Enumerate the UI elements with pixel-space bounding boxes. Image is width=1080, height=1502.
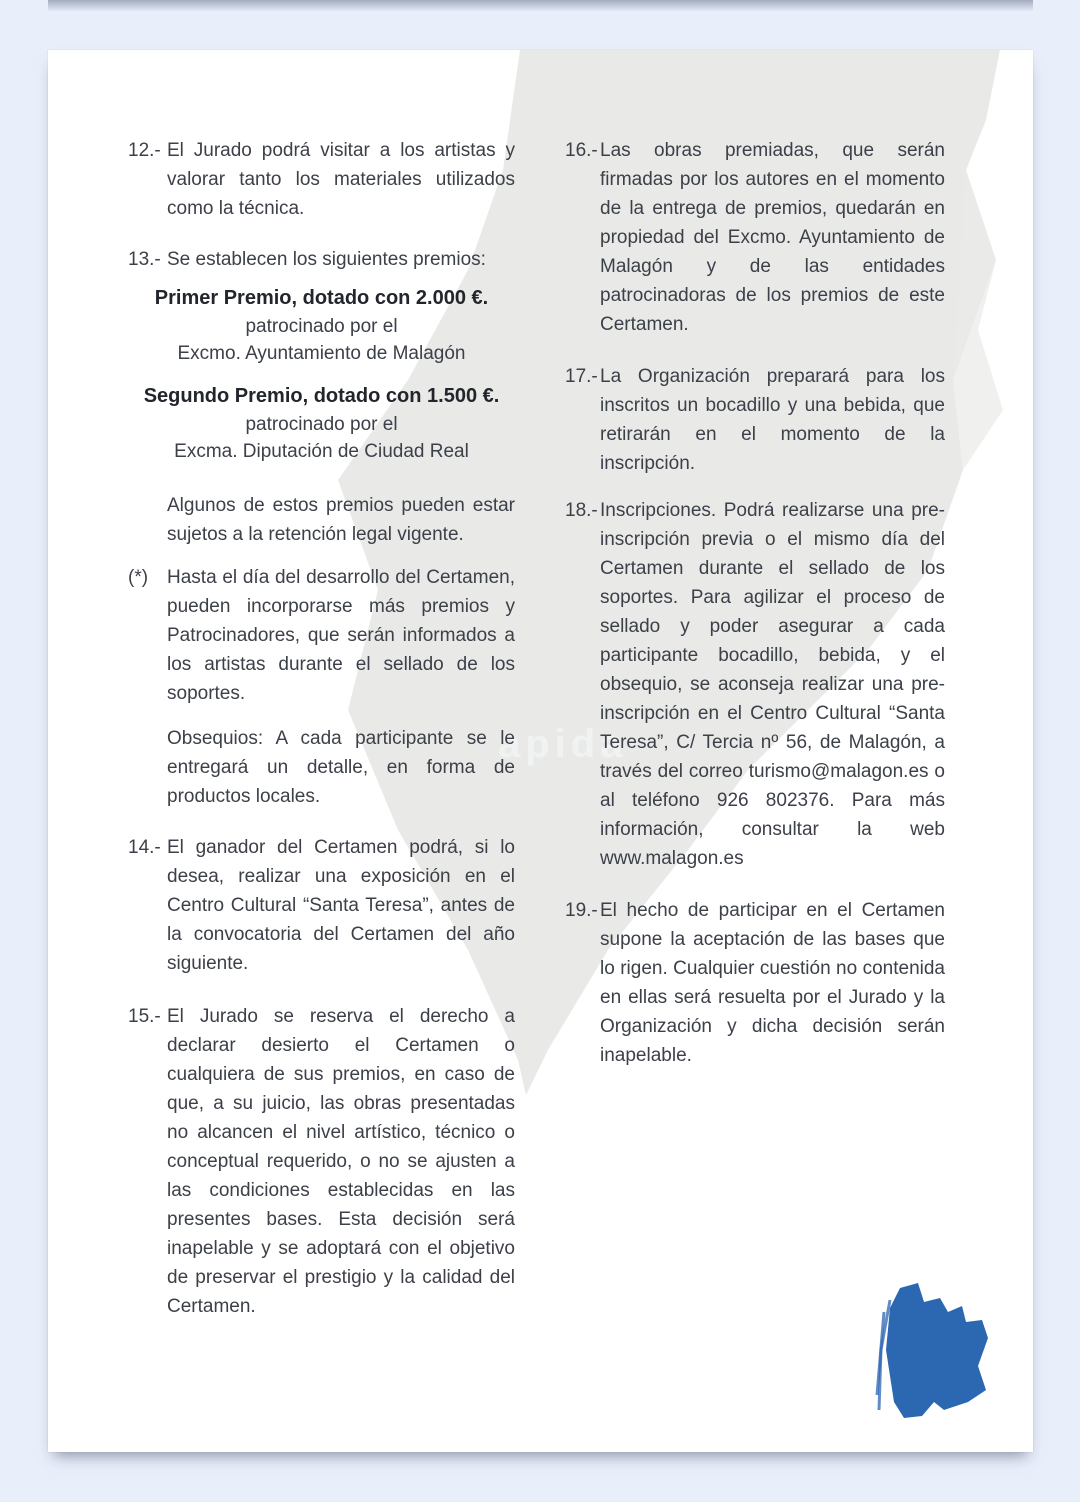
item-text: La Organización preparará para los inscritos un bocadillo y una bebida, que retirarán en el momento de la inscripción. — [600, 366, 945, 474]
item-text: Obsequios: A cada participante se le entregará un detalle, en forma de productos locales. — [167, 728, 515, 807]
prize-title: Segundo Premio, dotado con 1.500 €. — [143, 385, 500, 407]
item-text: El hecho de participar en el Certamen supone la aceptación de las bases que lo rigen. Cualquier cuestión no contenida en ellas será resuelta por el Jurado y la Organización y dicha decisión serán inapelable. — [600, 900, 945, 1066]
item-text: El Jurado podrá visitar a los artistas y valorar tanto los materiales utilizados como la técnica. — [167, 140, 515, 219]
item-number: 19.- — [565, 900, 598, 921]
prize-sponsor-line: patrocinado por el — [245, 316, 398, 337]
left-column — [128, 136, 515, 1321]
prize-title: Primer Premio, dotado con 2.000 €. — [154, 287, 489, 309]
list-item-19 — [565, 896, 945, 1070]
list-item-15 — [128, 1002, 515, 1321]
list-item-18 — [565, 496, 945, 873]
list-item-17 — [565, 362, 945, 478]
list-item-13 — [128, 245, 515, 274]
previous-page-bottom-edge — [48, 0, 1033, 11]
prize-block-first — [128, 284, 515, 367]
note-obsequios — [128, 724, 515, 811]
prize-entity-line: Excma. Diputación de Ciudad Real — [174, 441, 469, 462]
item-text: El Jurado se reserva el derecho a declarar desierto el Certamen o cualquiera de sus premios, en caso de que, a su juicio, las obras presentadas no alcancen el nivel artístico, técnico o conceptual requerido, o no se ajusten a las condiciones establecidas en las presentes bases. Esta decisión será inapelable y se adoptará con el objetivo de preservar el prestigio y la calidad del Certamen. — [167, 1006, 515, 1317]
item-text: Se establecen los siguientes premios: — [167, 249, 486, 270]
prize-sponsor-line: patrocinado por el — [245, 414, 398, 435]
item-text: Las obras premiadas, que serán firmadas por los autores en el momento de la entrega de premios, quedarán en propiedad del Excmo. Ayuntamiento de Malagón y de las entidades patrocinadoras de los premios de este Certamen. — [600, 140, 945, 335]
list-item-16 — [565, 136, 945, 339]
item-number: (*) — [128, 567, 149, 588]
item-text: El ganador del Certamen podrá, si lo desea, realizar una exposición en el Centro Cultural “Santa Teresa”, antes de la convocatoria del Certamen del año siguiente. — [167, 837, 515, 974]
watermark-text-fragment: apida — [498, 722, 628, 766]
right-column — [565, 136, 945, 1070]
blue-splash-streak — [879, 1350, 881, 1410]
note-retencion — [128, 491, 515, 549]
item-number: 13.- — [128, 249, 161, 270]
document-page — [48, 50, 1033, 1452]
item-text: Inscripciones. Podrá realizarse una pre-inscripción previa o el mismo día del Certamen durante el sellado de los soportes. Para agilizar el proceso de sellado y poder asegurar a cada participante bocadillo, bebida, y el obsequio, se aconseja realizar una pre-inscripción en el Centro Cultural “Santa Teresa”, C/ Tercia nº 56, de Malagón, a través del correo turismo@malagon.es o al teléfono 926 802376. Para más información, consultar la web www.malagon.es — [600, 500, 945, 869]
prize-block-second — [128, 382, 515, 465]
item-number: 14.- — [128, 837, 161, 858]
item-number: 18.- — [565, 500, 598, 521]
list-item-asterisk — [128, 563, 515, 708]
prize-entity-line: Excmo. Ayuntamiento de Malagón — [177, 343, 466, 364]
blue-paint-splash — [886, 1283, 988, 1418]
list-item-12 — [128, 136, 515, 223]
item-number: 15.- — [128, 1006, 161, 1027]
item-number: 17.- — [565, 366, 598, 387]
item-text: Algunos de estos premios pueden estar sujetos a la retención legal vigente. — [167, 495, 515, 545]
item-text: Hasta el día del desarrollo del Certamen, pueden incorporarse más premios y Patrocinadores, que serán informados a los artistas durante el sellado de los soportes. — [167, 567, 515, 704]
list-item-14 — [128, 833, 515, 978]
item-number: 16.- — [565, 140, 598, 161]
item-number: 12.- — [128, 140, 161, 161]
